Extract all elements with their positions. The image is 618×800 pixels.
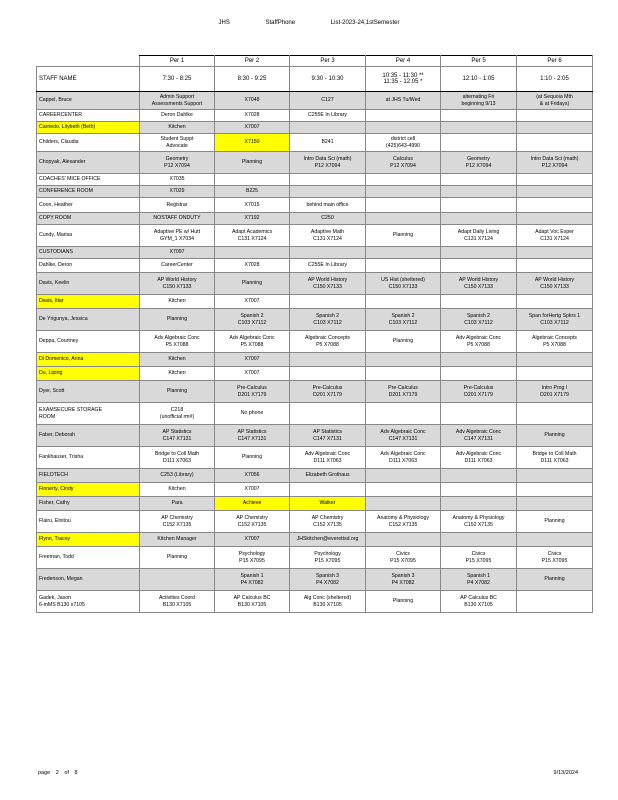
period-4-cell: district cell (425)643-4990 [366, 134, 441, 152]
period-1-cell: X7097 [140, 247, 215, 259]
period-1-cell: AP World History C150 X7133 [140, 273, 215, 295]
period-4-cell [366, 483, 441, 497]
period-3-cell: Walker [290, 497, 366, 511]
period-4-cell [366, 186, 441, 198]
period-4-cell: Planning [366, 225, 441, 247]
period-2-cell: Psychology P15 X7095 [215, 547, 290, 569]
period-2-cell: X7007 [215, 367, 290, 381]
table-row [37, 309, 593, 331]
period-3-cell [290, 367, 366, 381]
period-3-time: 9:30 - 10:30 [290, 67, 366, 92]
table-row [37, 92, 593, 110]
period-5-cell [441, 403, 517, 425]
period-4-cell [366, 259, 441, 273]
period-2-cell: X7056 [215, 469, 290, 483]
period-1-cell: Planning [140, 381, 215, 403]
table-row [37, 497, 593, 511]
title-name: List-2023-24,1stSemester [330, 20, 400, 26]
table-row [37, 122, 593, 134]
period-1-cell: Registrar [140, 198, 215, 213]
period-5-cell: Civics P15 X7095 [441, 547, 517, 569]
period-3-cell: Intro Data Sci (math) P12 X7094 [290, 152, 366, 174]
period-3-cell: Psychology P15 X7095 [290, 547, 366, 569]
table-row [37, 447, 593, 469]
period-6-cell [517, 134, 593, 152]
staff-name-cell: Freeman, Todd [37, 547, 140, 569]
period-6-cell [517, 353, 593, 367]
period-5-cell: Spanish 1 P4 X7082 [441, 569, 517, 591]
period-5-cell [441, 469, 517, 483]
period-1-header: Per 1 [140, 56, 215, 67]
table-row [37, 353, 593, 367]
period-2-cell: X7007 [215, 122, 290, 134]
period-1-cell: Kitchen [140, 295, 215, 309]
period-4-cell: US Hist (sheltered) C150 X7133 [366, 273, 441, 295]
staff-name-cell: Davis, Keelin [37, 273, 140, 295]
period-4-cell [366, 367, 441, 381]
period-1-cell: Kitchen Manager [140, 533, 215, 547]
period-4-cell [366, 497, 441, 511]
period-5-cell [441, 174, 517, 186]
period-2-time: 8:30 - 9:25 [215, 67, 290, 92]
table-row [37, 225, 593, 247]
period-2-cell: X7007 [215, 353, 290, 367]
period-6-cell [517, 403, 593, 425]
staff-name-cell: Dyer, Scott [37, 381, 140, 403]
period-3-cell [290, 186, 366, 198]
period-4-cell [366, 403, 441, 425]
period-3-cell: AP Statistics C147 X7131 [290, 425, 366, 447]
staff-name-cell: COPY ROOM [37, 213, 140, 225]
staff-name-cell: Finnerty, Cindy [37, 483, 140, 497]
staff-name-cell: Gadek, Jason 6-mMS B130 x7105 [37, 591, 140, 613]
period-4-cell [366, 353, 441, 367]
period-5-cell [441, 122, 517, 134]
staff-name-cell: EXAMSECURE STORAGE ROOM [37, 403, 140, 425]
period-4-cell: Spanish 2 C103 X7112 [366, 309, 441, 331]
period-6-cell: Span forHertg Spkrs 1 C103 X7112 [517, 309, 593, 331]
period-4-cell: Planning [366, 331, 441, 353]
period-2-cell: X7028 [215, 259, 290, 273]
table-row [37, 134, 593, 152]
period-4-cell [366, 295, 441, 309]
period-6-cell [517, 259, 593, 273]
document-title [0, 20, 618, 26]
staff-name-cell: CAREERCENTER [37, 110, 140, 122]
period-6-header: Per 6 [517, 56, 593, 67]
staff-name-cell: Fankhauser, Trisha [37, 447, 140, 469]
table-row [37, 110, 593, 122]
period-1-cell: Activities Coord B130 X7105 [140, 591, 215, 613]
period-6-cell [517, 198, 593, 213]
period-2-cell: X7015 [215, 198, 290, 213]
period-2-cell: Achieve [215, 497, 290, 511]
period-2-cell: Spanish 2 C103 X7112 [215, 309, 290, 331]
period-2-cell: X7150 [215, 134, 290, 152]
header-blank [37, 56, 140, 67]
period-3-cell: Spanish 3 P4 X7082 [290, 569, 366, 591]
staff-name-cell: CUSTODIANS [37, 247, 140, 259]
period-3-cell: B241 [290, 134, 366, 152]
period-6-cell: (at Sequoia Mth & at Fridays) [517, 92, 593, 110]
table-row [37, 483, 593, 497]
period-2-cell: Pre-Calculus D201 X7179 [215, 381, 290, 403]
period-6-cell [517, 174, 593, 186]
period-2-cell [215, 247, 290, 259]
period-1-cell: Student Suppt Advocate [140, 134, 215, 152]
table-row [37, 367, 593, 381]
period-2-cell: X7048 [215, 92, 290, 110]
table-row [37, 331, 593, 353]
period-2-cell: X7007 [215, 295, 290, 309]
staff-name-cell: Di Domenico, Anna [37, 353, 140, 367]
period-1-cell: Planning [140, 309, 215, 331]
period-1-cell: Kitchen [140, 367, 215, 381]
period-5-cell [441, 134, 517, 152]
period-5-cell: Adv Algebraic Conc P5 X7088 [441, 331, 517, 353]
period-5-cell: Pre-Calculus D201 X7179 [441, 381, 517, 403]
period-5-cell [441, 213, 517, 225]
staff-name-cell: Flynn, Tracey [37, 533, 140, 547]
period-3-cell: C127 [290, 92, 366, 110]
staff-name-cell: Faber, Deborah [37, 425, 140, 447]
period-2-cell [215, 174, 290, 186]
title-school: JHS [218, 20, 230, 26]
table-row [37, 273, 593, 295]
period-6-cell: Bridge to Coll Math D111 X7063 [517, 447, 593, 469]
staff-name-cell: COACHES' MICE OFFICE [37, 174, 140, 186]
period-3-cell: C255E In Library [290, 110, 366, 122]
period-6-cell [517, 213, 593, 225]
period-5-cell: AP World History C150 X7133 [441, 273, 517, 295]
staff-name-cell: Flairu, Elnitou [37, 511, 140, 533]
staff-name-header: STAFF NAME [37, 67, 140, 92]
table-row [37, 511, 593, 533]
period-1-time: 7:30 - 8:25 [140, 67, 215, 92]
period-4-cell: Anatomy & Physiology C152 X7135 [366, 511, 441, 533]
period-2-cell: Planning [215, 152, 290, 174]
period-2-cell: AP Statistics C147 X7131 [215, 425, 290, 447]
period-4-cell [366, 122, 441, 134]
period-3-cell: Alg Conc (sheltered) B130 X7105 [290, 591, 366, 613]
period-3-cell [290, 174, 366, 186]
period-4-time: 10:35 - 11:30 ** 11:35 - 12:05 * [366, 67, 441, 92]
table-row [37, 259, 593, 273]
table-row [37, 425, 593, 447]
period-5-cell [441, 497, 517, 511]
period-2-header: Per 2 [215, 56, 290, 67]
period-5-cell [441, 295, 517, 309]
period-1-cell: Kitchen [140, 483, 215, 497]
period-2-cell: X7007 [215, 483, 290, 497]
table-row [37, 591, 593, 613]
period-3-cell: JHSkitchen@everettsd.org [290, 533, 366, 547]
period-1-cell: Bridge to Coll Math D111 X7063 [140, 447, 215, 469]
period-1-cell: CareerCenter [140, 259, 215, 273]
period-header-row [37, 56, 593, 67]
period-6-cell [517, 122, 593, 134]
period-5-cell: Adv Algebraic Conc C147 X7131 [441, 425, 517, 447]
period-6-cell: Intro Prog I D201 X7179 [517, 381, 593, 403]
period-5-cell [441, 186, 517, 198]
period-6-cell: Algebraic Concepts P5 X7088 [517, 331, 593, 353]
staff-name-cell: Dahlke, Deron [37, 259, 140, 273]
staff-name-cell: CONFERENCE ROOM [37, 186, 140, 198]
period-1-cell [140, 569, 215, 591]
period-4-cell [366, 533, 441, 547]
print-date: 9/13/2024 [553, 770, 578, 776]
period-5-cell: Adv Algebraic Conc D111 X7063 [441, 447, 517, 469]
period-4-cell [366, 247, 441, 259]
table-row [37, 569, 593, 591]
period-4-cell: Pre-Calculus D201 X7179 [366, 381, 441, 403]
staff-name-cell: Chopyak, Alexander [37, 152, 140, 174]
period-3-cell [290, 353, 366, 367]
period-1-cell: NOSTAFF ONDUTY [140, 213, 215, 225]
period-6-cell [517, 295, 593, 309]
table-row [37, 152, 593, 174]
period-3-cell [290, 295, 366, 309]
period-2-cell: Adapt Academics C131 X7124 [215, 225, 290, 247]
period-6-cell [517, 367, 593, 381]
period-1-cell: Planning [140, 547, 215, 569]
period-1-cell: C253 (Library) [140, 469, 215, 483]
period-6-cell: AP World History C150 X7133 [517, 273, 593, 295]
period-3-cell: C250 [290, 213, 366, 225]
period-4-cell: Spanish 3 P4 X7082 [366, 569, 441, 591]
period-6-cell: Planning [517, 569, 593, 591]
period-6-cell: Civics P15 X7095 [517, 547, 593, 569]
staff-name-cell: Fisher, Cathy [37, 497, 140, 511]
period-1-cell: Geometry P12 X7094 [140, 152, 215, 174]
period-2-cell: AP Calculus BC B130 X7105 [215, 591, 290, 613]
period-5-cell: Spanish 2 C103 X7112 [441, 309, 517, 331]
period-1-cell: C218 (unofficial rm#) [140, 403, 215, 425]
table-row [37, 295, 593, 309]
period-4-cell [366, 213, 441, 225]
staff-name-cell: Childers, Claudia [37, 134, 140, 152]
period-6-cell [517, 533, 593, 547]
period-2-cell: Spanish 1 P4 X7082 [215, 569, 290, 591]
period-5-cell: Adapt Daily Living C131 X7124 [441, 225, 517, 247]
period-4-cell [366, 469, 441, 483]
period-4-cell [366, 174, 441, 186]
table-row [37, 174, 593, 186]
period-3-cell: behind main office [290, 198, 366, 213]
table-row [37, 381, 593, 403]
staff-name-cell: Cappel, Bruce [37, 92, 140, 110]
period-3-cell: Pre-Calculus D201 X7179 [290, 381, 366, 403]
period-5-cell [441, 247, 517, 259]
period-4-cell: at JHS Tu/Wed [366, 92, 441, 110]
staff-name-cell: Carriedo, Lilybeth (Beth) [37, 122, 140, 134]
staff-name-cell: Coon, Heather [37, 198, 140, 213]
period-6-cell [517, 497, 593, 511]
staff-name-cell: Davis, Itiar [37, 295, 140, 309]
title-list: StaffPhone [265, 20, 296, 26]
staff-name-cell: Fredenson, Megan [37, 569, 140, 591]
period-1-cell: Deron Dahlke [140, 110, 215, 122]
period-5-cell: alternating Fri beginning 9/13 [441, 92, 517, 110]
period-1-cell: AP Statistics C147 X7131 [140, 425, 215, 447]
period-4-cell: Planning [366, 591, 441, 613]
period-3-cell: AP Chemistry C152 X7135 [290, 511, 366, 533]
period-5-cell: Geometry P12 X7094 [441, 152, 517, 174]
period-6-cell: Planning [517, 511, 593, 533]
period-1-cell: X7035 [140, 174, 215, 186]
table-row [37, 547, 593, 569]
table-row [37, 186, 593, 198]
staff-rows [37, 92, 593, 613]
period-1-cell: Kitchen [140, 353, 215, 367]
period-4-cell: Calculus P12 X7094 [366, 152, 441, 174]
period-2-cell: Adv Algebraic Conc P5 X7088 [215, 331, 290, 353]
period-3-cell: Adv Algebraic Conc D111 X7063 [290, 447, 366, 469]
period-1-cell: Admin Support Assessments Support [140, 92, 215, 110]
table-row [37, 198, 593, 213]
period-5-cell: Anatomy & Physiology C152 X7135 [441, 511, 517, 533]
period-2-cell: Planning [215, 273, 290, 295]
period-5-cell [441, 198, 517, 213]
period-1-cell: Kitchen [140, 122, 215, 134]
period-6-cell [517, 591, 593, 613]
period-5-cell [441, 533, 517, 547]
period-5-cell [441, 353, 517, 367]
period-3-cell: C255E In Library [290, 259, 366, 273]
period-3-cell [290, 403, 366, 425]
period-2-cell: X7028 [215, 110, 290, 122]
period-3-cell [290, 247, 366, 259]
staff-phone-table [36, 55, 593, 613]
period-2-cell: X7007 [215, 533, 290, 547]
period-3-cell [290, 483, 366, 497]
staff-name-cell: Du, Liping [37, 367, 140, 381]
period-1-cell: Adaptive PE w/ Hutt GYM_1 X7034 [140, 225, 215, 247]
period-6-cell [517, 110, 593, 122]
period-1-cell: Adv Algebraic Conc P5 X7088 [140, 331, 215, 353]
table-row [37, 247, 593, 259]
period-5-header: Per 5 [441, 56, 517, 67]
period-4-cell: Adv Algebraic Conc C147 X7131 [366, 425, 441, 447]
period-2-cell: No phone [215, 403, 290, 425]
period-3-cell: Spanish 2 C103 X7112 [290, 309, 366, 331]
period-3-cell [290, 122, 366, 134]
period-5-cell [441, 367, 517, 381]
period-2-cell: Planning [215, 447, 290, 469]
period-3-cell: Adaptive Math C131 X7124 [290, 225, 366, 247]
period-2-cell: X7192 [215, 213, 290, 225]
period-3-cell: Algebraic Concepts P5 X7088 [290, 331, 366, 353]
period-2-cell: AP Chemistry C152 X7135 [215, 511, 290, 533]
period-4-header: Per 4 [366, 56, 441, 67]
period-6-cell [517, 469, 593, 483]
period-6-cell [517, 186, 593, 198]
period-4-cell: Adv Algebraic Conc D111 X7063 [366, 447, 441, 469]
period-1-cell: Para [140, 497, 215, 511]
table-row [37, 469, 593, 483]
staff-name-cell: Deppa, Courtney [37, 331, 140, 353]
period-3-cell: Elizabeth Grothaus [290, 469, 366, 483]
period-5-cell [441, 259, 517, 273]
period-5-time: 12:10 - 1:05 [441, 67, 517, 92]
period-1-cell: AP Chemistry C152 X7135 [140, 511, 215, 533]
period-5-cell: AP Calculus BC B130 X7105 [441, 591, 517, 613]
page-number: page 2 of 8 [38, 770, 78, 776]
period-4-cell [366, 110, 441, 122]
period-6-cell [517, 483, 593, 497]
staff-name-cell: Cundy, Marisa [37, 225, 140, 247]
period-5-cell [441, 110, 517, 122]
table-row [37, 533, 593, 547]
table-row [37, 403, 593, 425]
period-6-cell: Planning [517, 425, 593, 447]
period-6-time: 1:10 - 2:05 [517, 67, 593, 92]
period-4-cell: Civics P15 X7095 [366, 547, 441, 569]
times-header-row [37, 67, 593, 92]
period-3-cell: AP World History C150 X7133 [290, 273, 366, 295]
period-6-cell: Adapt Voc Exper C131 X7124 [517, 225, 593, 247]
period-4-cell [366, 198, 441, 213]
table-row [37, 213, 593, 225]
period-5-cell [441, 483, 517, 497]
period-6-cell: Intro Data Sci (math) P12 X7094 [517, 152, 593, 174]
period-3-header: Per 3 [290, 56, 366, 67]
period-1-cell: X7029 [140, 186, 215, 198]
period-2-cell: B225 [215, 186, 290, 198]
staff-name-cell: De Yrigunya, Jessica [37, 309, 140, 331]
staff-name-cell: FIELDTECH [37, 469, 140, 483]
period-6-cell [517, 247, 593, 259]
